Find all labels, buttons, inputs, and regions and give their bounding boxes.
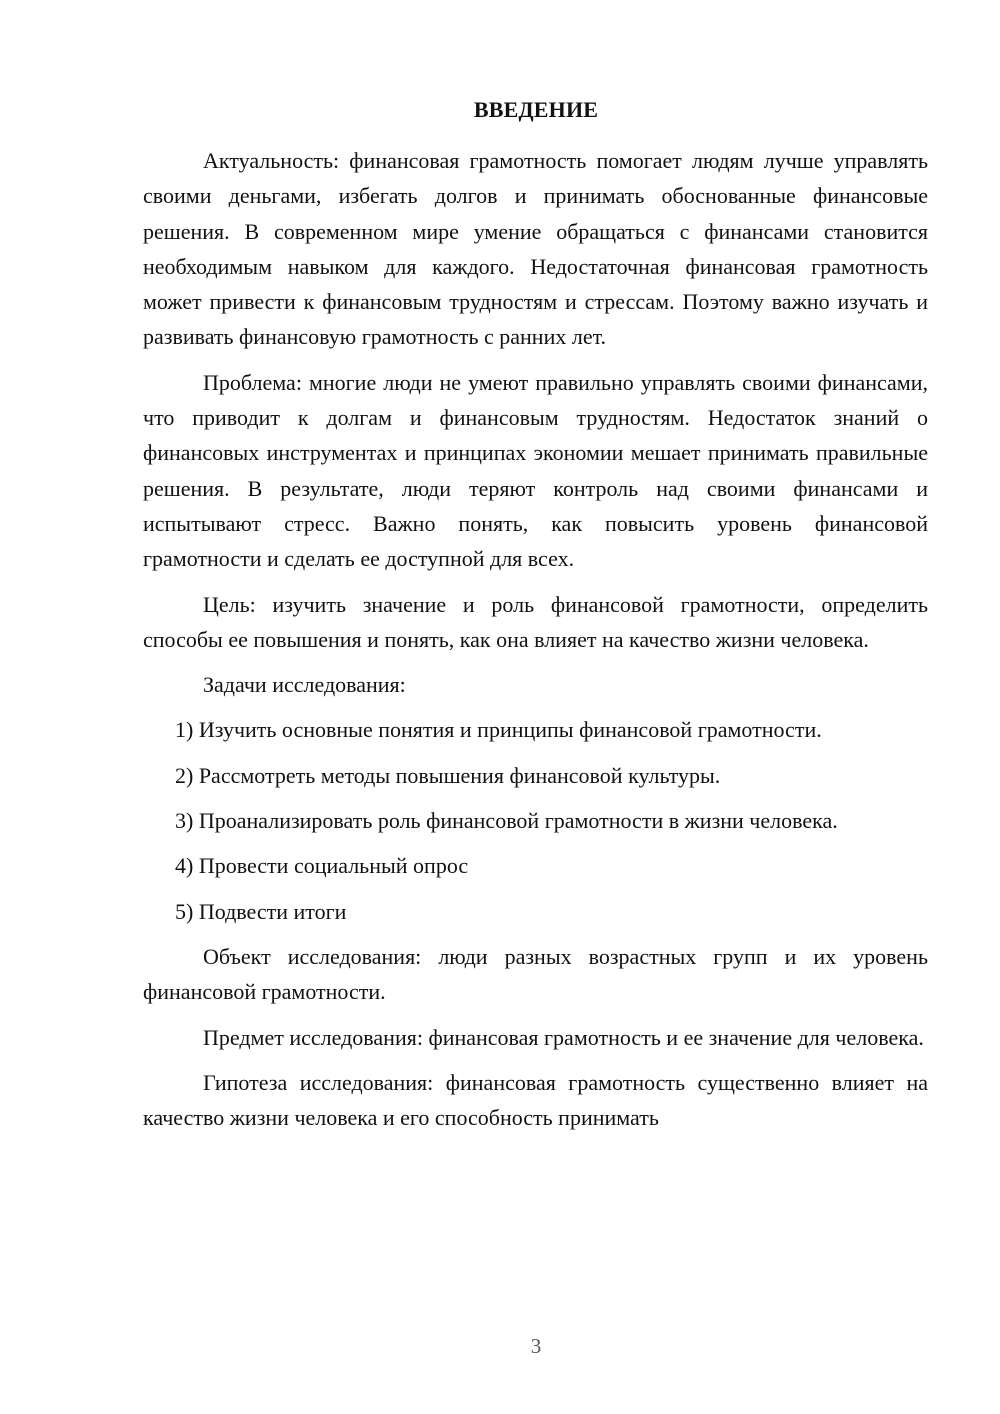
list-item: 3) Проанализировать роль финансовой грамотности в жизни человека. [175,808,838,834]
list-item: 4) Провести социальный опрос [175,853,469,879]
paragraph-subject: Предмет исследования: финансовая грамотность и ее значение для человека. [203,1024,924,1050]
document-body [143,143,928,1135]
paragraph-hypothesis: Гипотеза исследования: финансовая грамотность существенно влияет на качество жизни человека и его способность принимать [143,1069,928,1131]
paragraph-goal: Цель: изучить значение и роль финансовой грамотности, определить способы ее повышения и понять, как она влияет на качество жизни человека. [143,591,928,652]
page-title: ВВЕДЕНИЕ [473,97,599,122]
list-item: 5) Подвести итоги [175,898,347,924]
paragraph-object: Объект исследования: люди разных возрастных групп и их уровень финансовой грамотности. [143,943,928,1005]
paragraph-relevance: Актуальность: финансовая грамотность помогает людям лучше управлять своими деньгами, избегать долгов и принимать обоснованные финансовые решения. В современном мире умение обращаться с финансами становится необходимым навыком для каждого. Недостаточная финансовая грамотность может привести к финансовым трудностям и стрессам. Поэтому важно изучать и развивать финансовую грамотность с ранних лет. [143,148,928,350]
paragraph-problem: Проблема: многие люди не умеют правильно управлять своими финансами, что приводит к долгам и финансовым трудностям. Недостаток знаний о финансовых инструментах и принципах экономии мешает принимать правильные решения. В результате, люди теряют контроль над своими финансами и испытывают стресс. Важно понять, как повысить уровень финансовой грамотности и сделать ее доступной для всех. [143,369,928,572]
list-item: 1) Изучить основные понятия и принципы финансовой грамотности. [175,717,822,743]
paragraph-tasks-heading: Задачи исследования: [203,672,406,698]
list-item: 2) Рассмотреть методы повышения финансовой культуры. [175,762,721,788]
page-number: 3 [530,1334,542,1358]
